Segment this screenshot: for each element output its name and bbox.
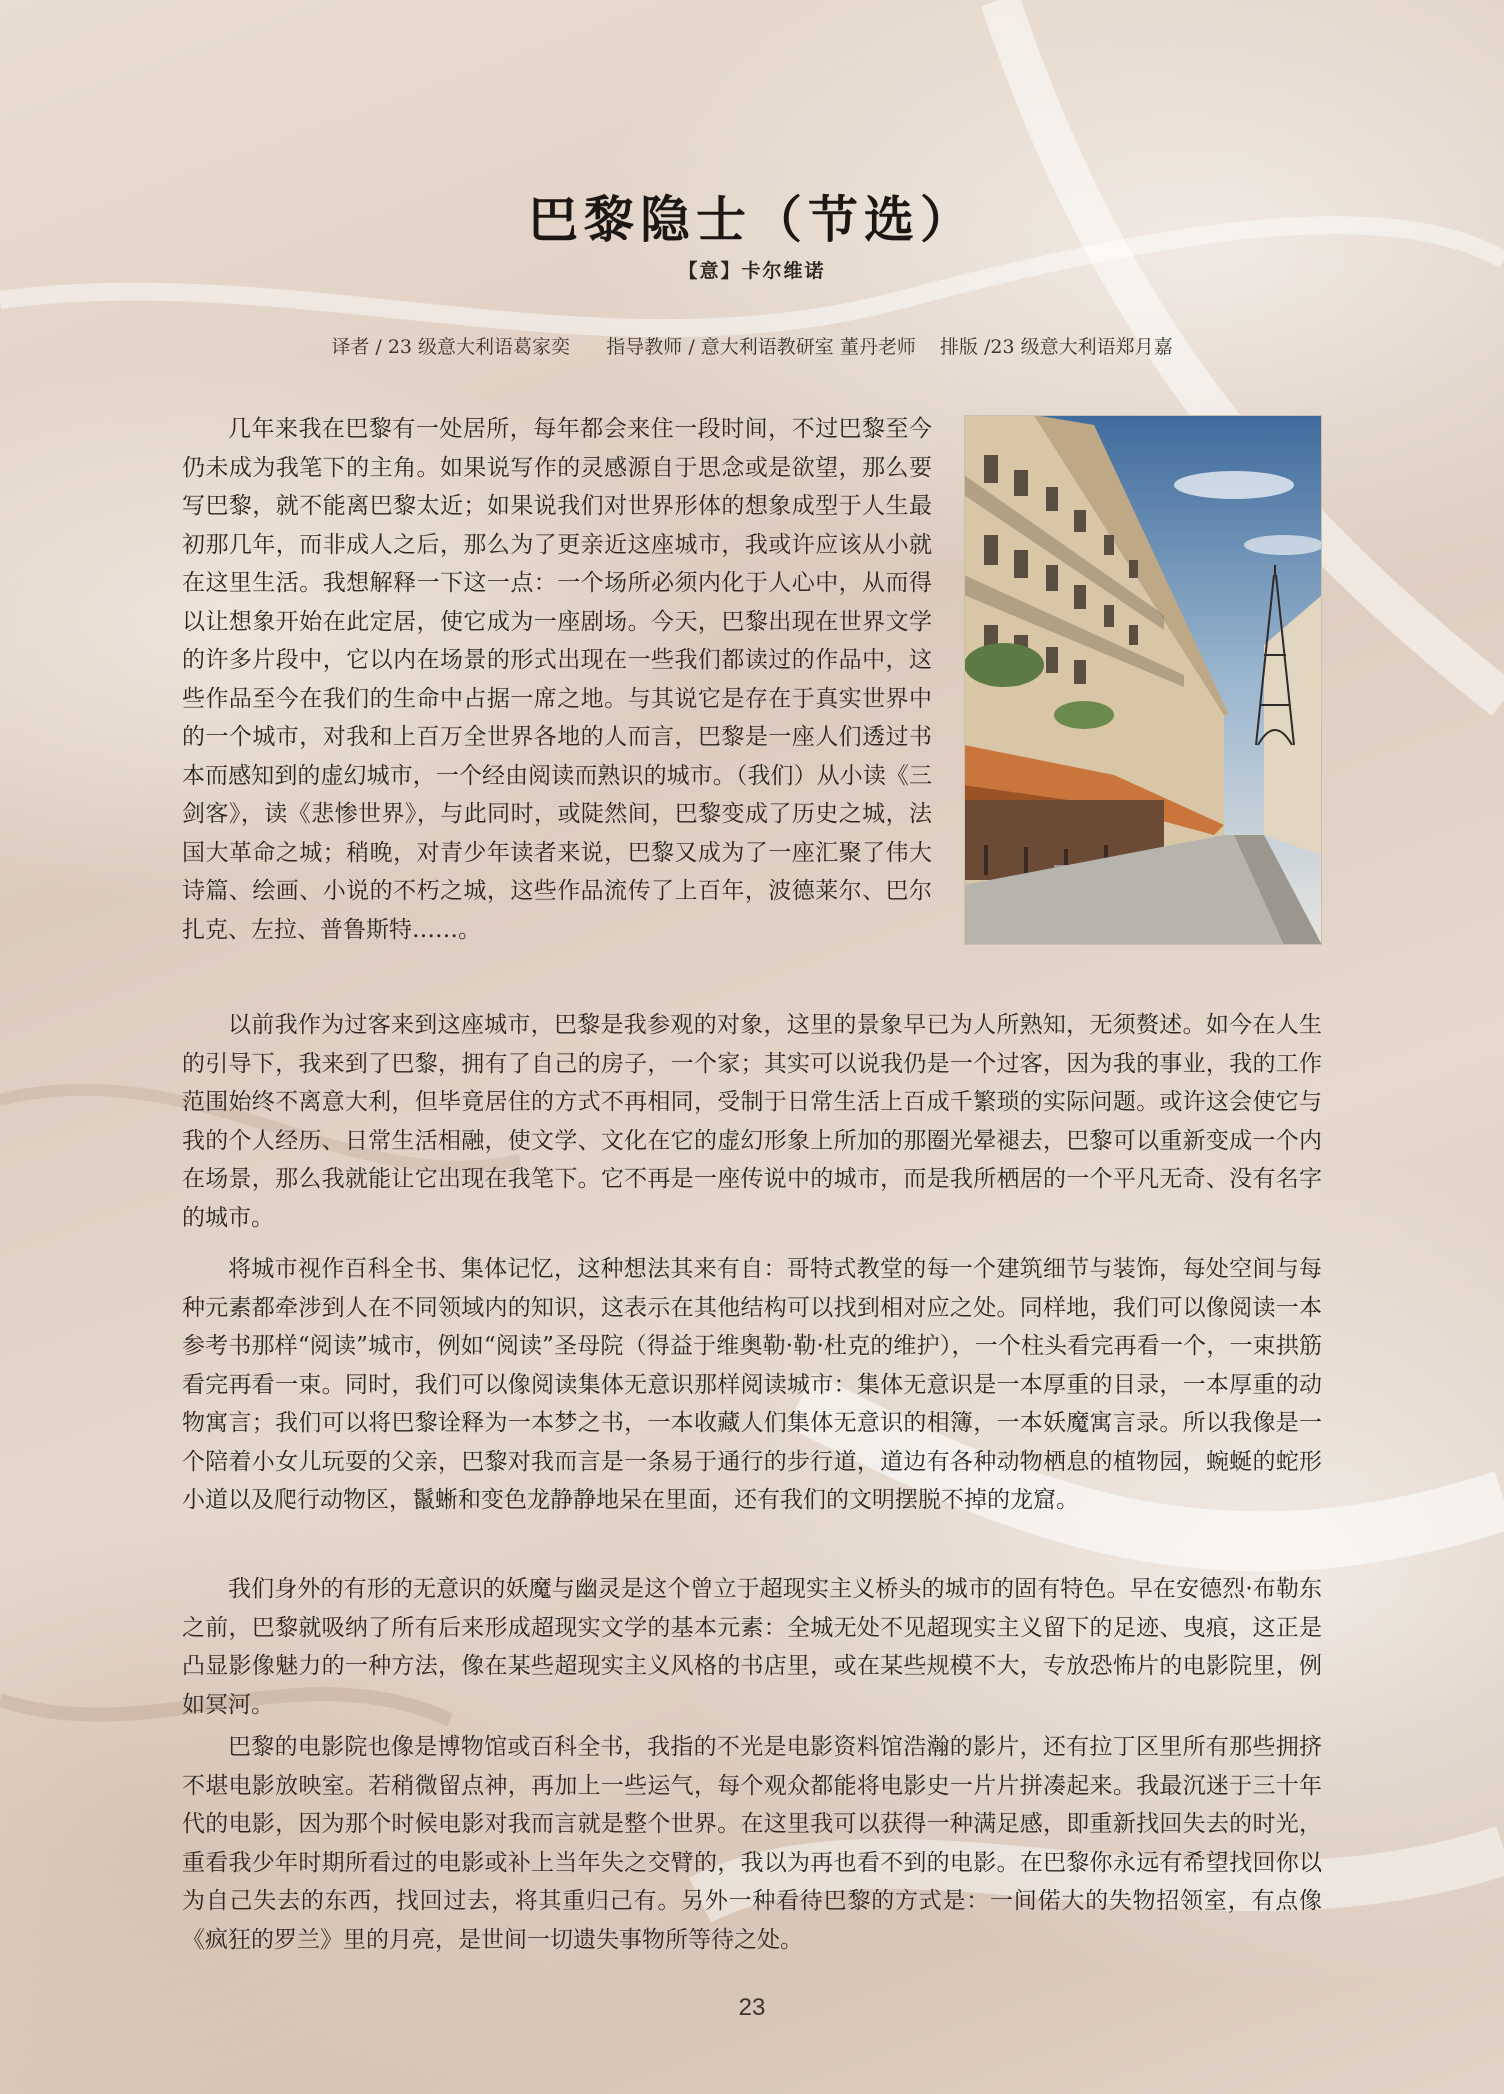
- page-number: 23: [738, 1994, 766, 2021]
- article-title: 巴黎隐士（节选）: [528, 190, 976, 249]
- paragraph-2: 以前我作为过客来到这座城市，巴黎是我参观的对象，这里的景象早已为人所熟知，无须赘述。如今在人生的引导下，我来到了巴黎，拥有了自己的房子，一个家；其实可以说我仍是一个过客，因为我的事业，我的工作范围始终不离意大利，但毕竟居住的方式不再相同，受制于日常生活上百成千繁琐的实际问题。或许这会使它与我的个人经历、日常生活相融，使文学、文化在它的虚幻形象上所加的那圈光晕褪去，巴黎可以重新变成一个内在场景，那么我就能让它出现在我笔下。它不再是一座传说中的城市，而是我所栖居的一个平凡无奇、没有名字的城市。: [182, 1012, 1322, 1231]
- article-credits: 译者 / 23 级意大利语葛家奕 指导教师 / 意大利语教研室 董丹老师 排版 /23 级意大利语郑月嘉: [331, 336, 1173, 358]
- paragraph-1: 几年来我在巴黎有一处居所，每年都会来住一段时间，不过巴黎至今仍未成为我笔下的主角。如果说写作的灵感源自于思念或是欲望，那么要写巴黎，就不能离巴黎太近；如果说我们对世界形体的想象成型于人生最初那几年，而非成人之后，那么为了更亲近这座城市，我或许应该从小就在这里生活。我想解释一下这一点：一个场所必须内化于人心中，从而得以让想象开始在此定居，使它成为一座剧场。今天，巴黎出现在世界文学的许多片段中，它以内在场景的形式出现在一些我们都读过的作品中，这些作品至今在我们的生命中占据一席之地。与其说它是存在于真实世界中的一个城市，对我和上百万全世界各地的人而言，巴黎是一座人们透过书本而感知到的虚幻城市，一个经由阅读而熟识的城市。（我们）从小读《三剑客》，读《悲惨世界》，与此同时，或陡然间，巴黎变成了历史之城，法国大革命之城；稍晚，对青少年读者来说，巴黎又成为了一座汇聚了伟大诗篇、绘画、小说的不朽之城，这些作品流传了上百年，波德莱尔、巴尔扎克、左拉、普鲁斯特……。: [182, 416, 932, 943]
- paragraph-3: 将城市视作百科全书、集体记忆，这种想法其来有自：哥特式教堂的每一个建筑细节与装饰，每处空间与每种元素都牵涉到人在不同领域内的知识，这表示在其他结构可以找到相对应之处。同样地，我们可以像阅读一本参考书那样“阅读”城市，例如“阅读”圣母院（得益于维奥勒·勒·杜克的维护），一个柱头看完再看一个，一束拱筋看完再看一束。同时，我们可以像阅读集体无意识那样阅读城市：集体无意识是一本厚重的目录，一本厚重的动物寓言；我们可以将巴黎诠释为一本梦之书，一本收藏人们集体无意识的相簿，一本妖魔寓言录。所以我像是一个陪着小女儿玩耍的父亲，巴黎对我而言是一条易于通行的步行道，道边有各种动物栖息的植物园，蜿蜒的蛇形小道以及爬行动物区，鬣蜥和变色龙静静地呆在里面，还有我们的文明摆脱不掉的龙窟。: [182, 1256, 1322, 1513]
- paragraph-4: 我们身外的有形的无意识的妖魔与幽灵是这个曾立于超现实主义桥头的城市的固有特色。早在安德烈·布勒东之前，巴黎就吸纳了所有后来形成超现实文学的基本元素：全城无处不见超现实主义留下的足迹、曳痕，这正是凸显影像魅力的一种方法，像在某些超现实主义风格的书店里，或在某些规模不大，专放恐怖片的电影院里，例如冥河。: [182, 1576, 1322, 1718]
- paragraph-5: 巴黎的电影院也像是博物馆或百科全书，我指的不光是电影资料馆浩瀚的影片，还有拉丁区里所有那些拥挤不堪电影放映室。若稍微留点神，再加上一些运气，每个观众都能将电影史一片片拼凑起来。我最沉迷于三十年代的电影，因为那个时候电影对我而言就是整个世界。在这里我可以获得一种满足感，即重新找回失去的时光，重看我少年时期所看过的电影或补上当年失之交臂的，我以为再也看不到的电影。在巴黎你永远有希望找回你以为自己失去的东西，找回过去，将其重归己有。另外一种看待巴黎的方式是：一间偌大的失物招领室，有点像《疯狂的罗兰》里的月亮，是世间一切遗失事物所等待之处。: [182, 1734, 1322, 1953]
- article-author: 【意】卡尔维诺: [678, 260, 826, 282]
- paris-street-illustration: [964, 415, 1322, 945]
